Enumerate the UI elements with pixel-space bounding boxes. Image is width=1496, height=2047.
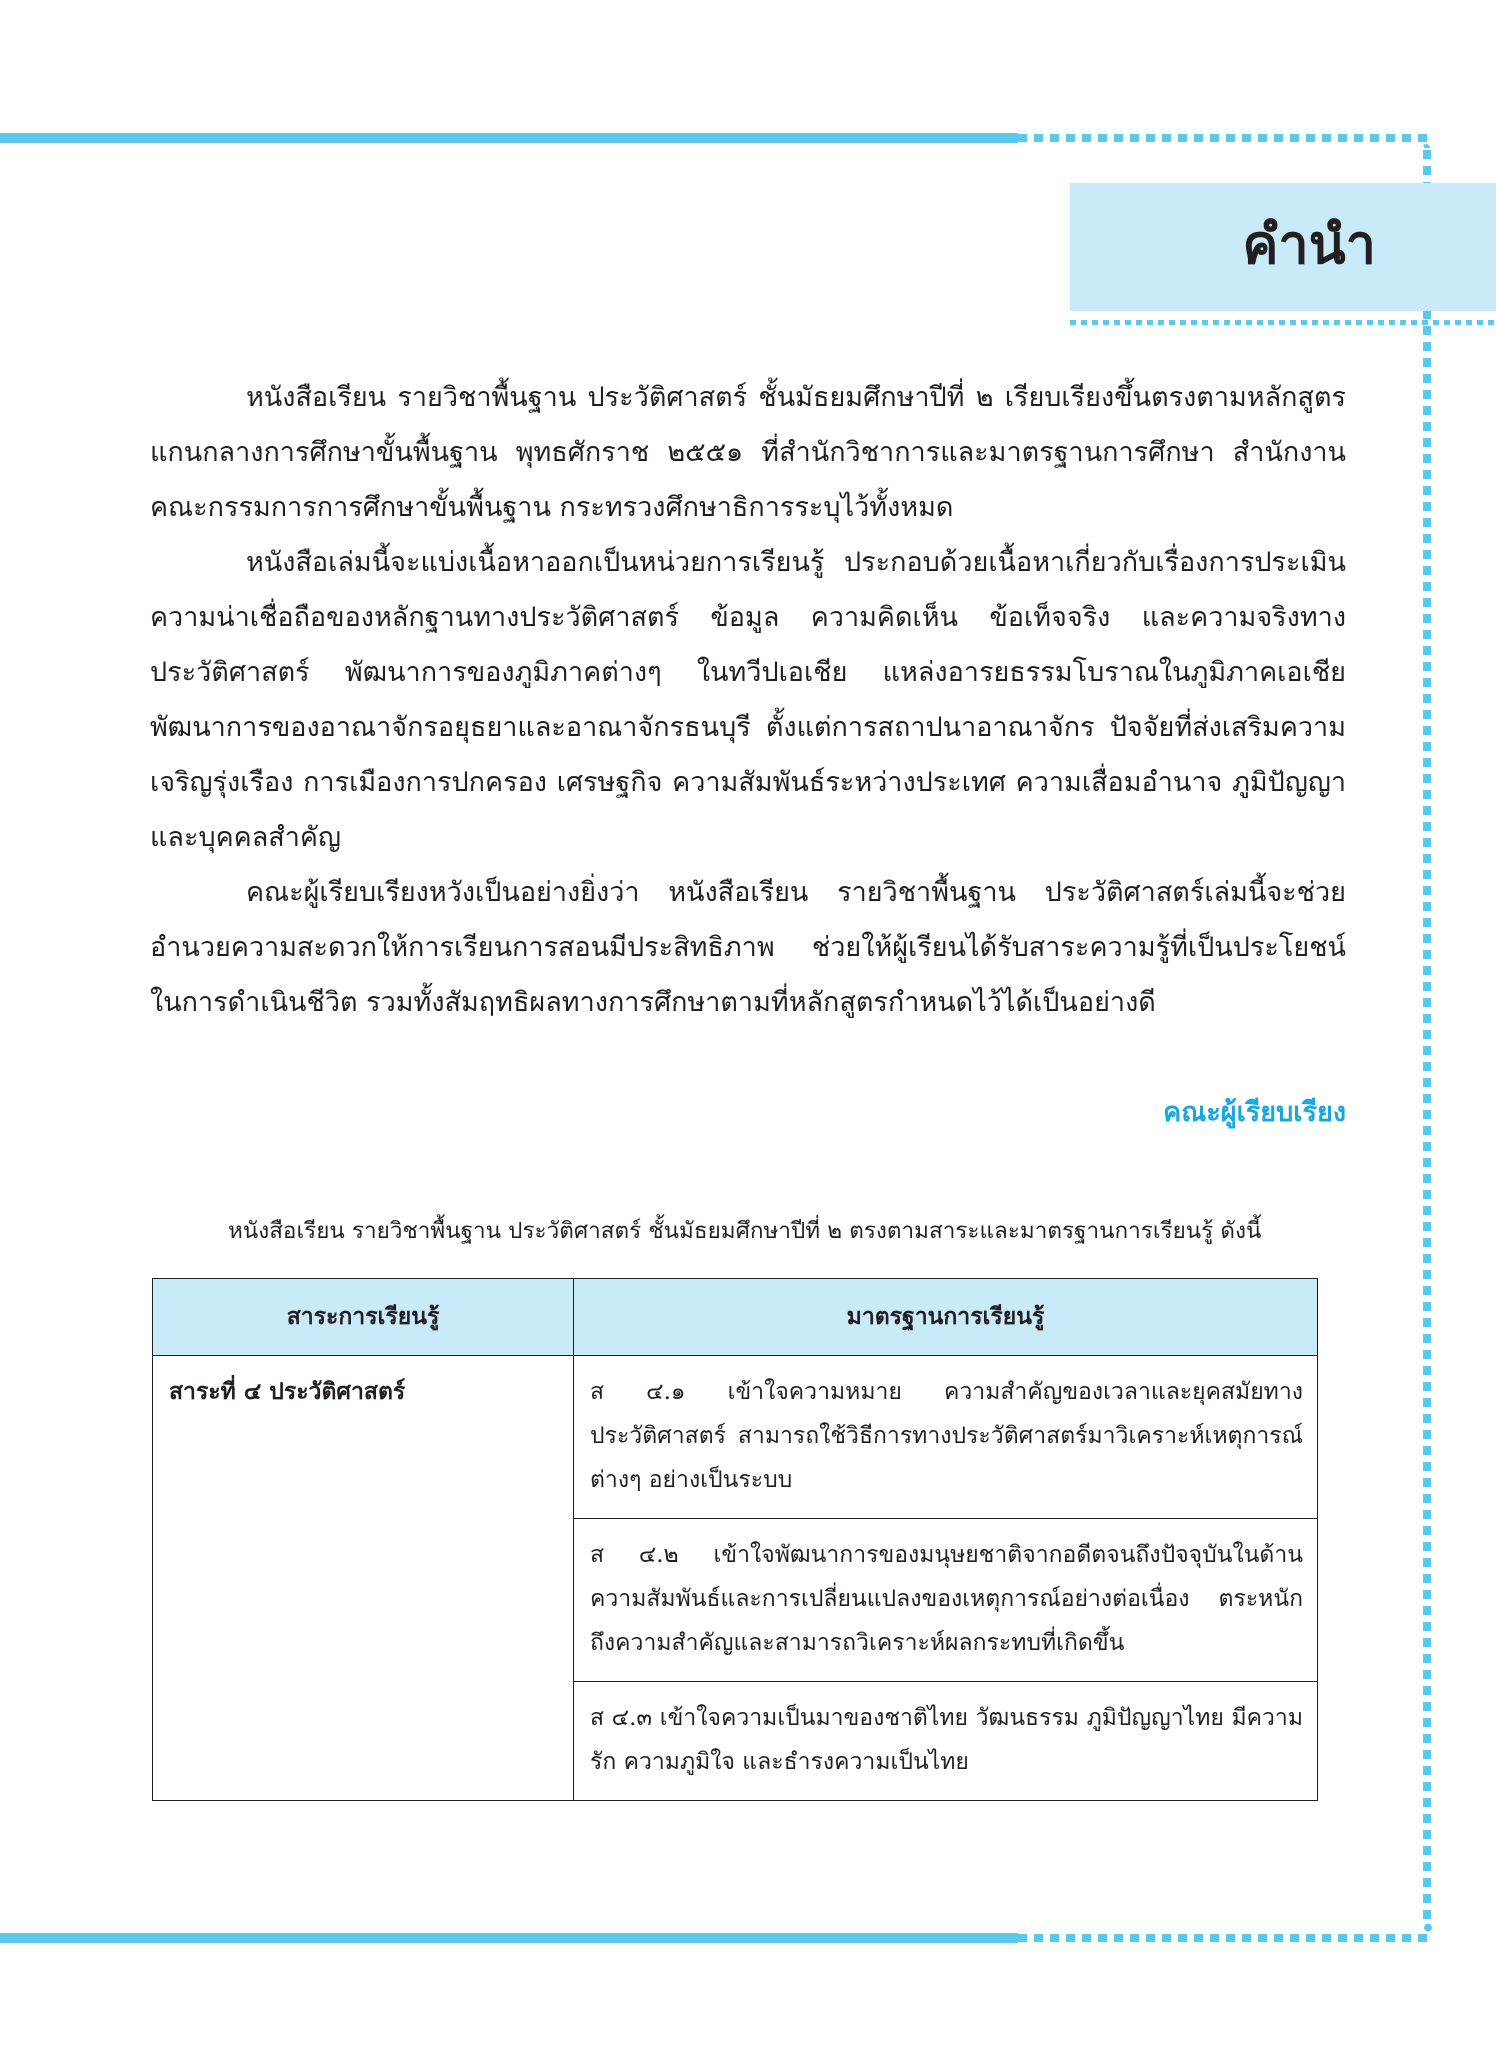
- standard-cell: ส ๔.๒ เข้าใจพัฒนาการของมนุษยชาติจากอดีตจนถึงปัจจุบันในด้านความสัมพันธ์และการเปลี่ยนแปลงของเหตุการณ์อย่างต่อเนื่อง ตระหนักถึงความสำคัญและสามารถวิเคราะห์ผลกระทบที่เกิดขึ้น: [574, 1519, 1318, 1682]
- bottom-frame-dots: [1018, 1934, 1433, 1942]
- standard-cell: ส ๔.๓ เข้าใจความเป็นมาของชาติไทย วัฒนธรรม ภูมิปัญญาไทย มีความรัก ความภูมิใจ และธำรงความเป็นไทย: [574, 1682, 1318, 1801]
- standard-cell: ส ๔.๑ เข้าใจความหมาย ความสำคัญของเวลาและยุคสมัยทางประวัติศาสตร์ สามารถใช้วิธีการทางประวัติศาสตร์มาวิเคราะห์เหตุการณ์ต่างๆ อย่างเป็นระบบ: [574, 1356, 1318, 1519]
- title-box: [1070, 183, 1496, 311]
- title-underline: [1070, 320, 1496, 325]
- preface-body: [150, 370, 1346, 1030]
- signature: คณะผู้เรียบเรียง: [1163, 1097, 1346, 1128]
- right-frame-dots: [1423, 150, 1431, 1925]
- table-header-row: [153, 1279, 1318, 1356]
- page-title: คำนำ: [1242, 213, 1376, 276]
- header-standard: มาตรฐานการเรียนรู้: [574, 1279, 1318, 1356]
- strand-cell: สาระที่ ๔ ประวัติศาสตร์: [153, 1356, 574, 1801]
- top-frame-dots: [1018, 134, 1433, 142]
- standards-table: [152, 1278, 1318, 1801]
- top-frame-bar: [0, 133, 1018, 143]
- paragraph: หนังสือเล่มนี้จะแบ่งเนื้อหาออกเป็นหน่วยการเรียนรู้ ประกอบด้วยเนื้อหาเกี่ยวกับเรื่องการประเมินความน่าเชื่อถือของหลักฐานทางประวัติศาสตร์ ข้อมูล ความคิดเห็น ข้อเท็จจริง และความจริงทางประวัติศาสตร์ พัฒนาการของภูมิภาคต่างๆ ในทวีปเอเชีย แหล่งอารยธรรมโบราณในภูมิภาคเอเชีย พัฒนาการของอาณาจักรอยุธยาและอาณาจักรธนบุรี ตั้งแต่การสถาปนาอาณาจักร ปัจจัยที่ส่งเสริมความเจริญรุ่งเรือง การเมืองการปกครอง เศรษฐกิจ ความสัมพันธ์ระหว่างประเทศ ความเสื่อมอำนาจ ภูมิปัญญา และบุคคลสำคัญ: [150, 547, 1346, 853]
- table-caption: หนังสือเรียน รายวิชาพื้นฐาน ประวัติศาสตร์ ชั้นมัธยมศึกษาปีที่ ๒ ตรงตามสาระและมาตรฐานการเรียนรู้ ดังนี้: [228, 1218, 1262, 1244]
- paragraph: หนังสือเรียน รายวิชาพื้นฐาน ประวัติศาสตร์ ชั้นมัธยมศึกษาปีที่ ๒ เรียบเรียงขึ้นตรงตามหลักสูตรแกนกลางการศึกษาขั้นพื้นฐาน พุทธศักราช ๒๕๕๑ ที่สำนักวิชาการและมาตรฐานการศึกษา สำนักงานคณะกรรมการการศึกษาขั้นพื้นฐาน กระทรวงศึกษาธิการระบุไว้ทั้งหมด: [150, 382, 1346, 523]
- header-strand: สาระการเรียนรู้: [153, 1279, 574, 1356]
- table-row: [153, 1356, 1318, 1519]
- bottom-frame-bar: [0, 1933, 1018, 1943]
- paragraph: คณะผู้เรียบเรียงหวังเป็นอย่างยิ่งว่า หนังสือเรียน รายวิชาพื้นฐาน ประวัติศาสตร์เล่มนี้จะช่วยอำนวยความสะดวกให้การเรียนการสอนมีประสิทธิภาพ ช่วยให้ผู้เรียนได้รับสาระความรู้ที่เป็นประโยชน์ในการดำเนินชีวิต รวมทั้งสัมฤทธิผลทางการศึกษาตามที่หลักสูตรกำหนดไว้ได้เป็นอย่างดี: [150, 877, 1346, 1018]
